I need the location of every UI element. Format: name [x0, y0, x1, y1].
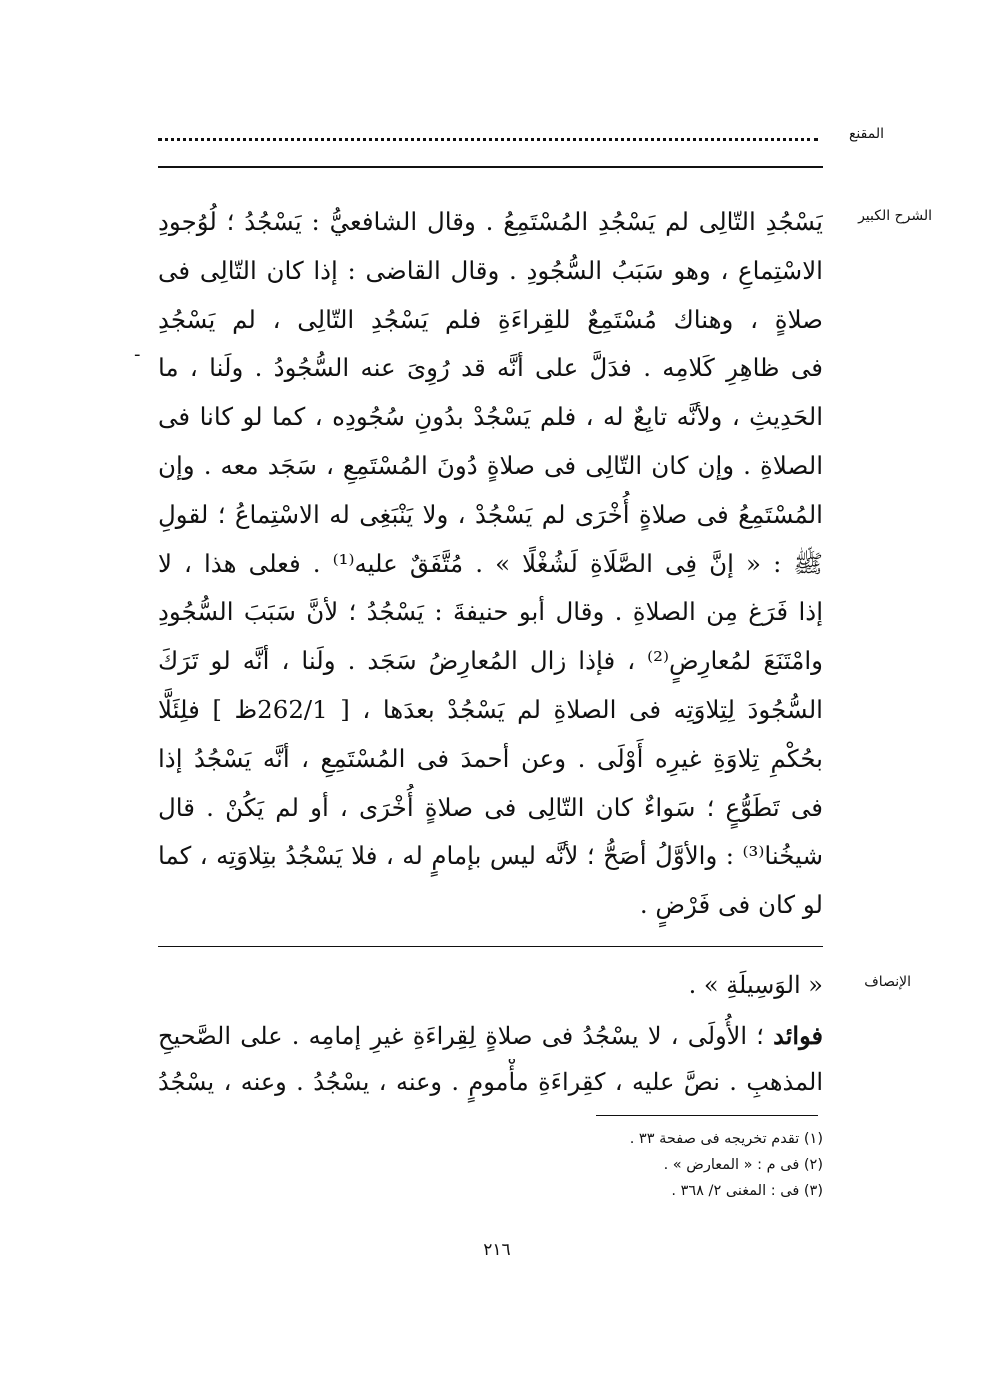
fawaid-heading: فوائد: [773, 1021, 823, 1050]
footnote-divider: [596, 1115, 818, 1116]
footnote-2: (٢) فى م : « المعارض » .: [663, 1157, 823, 1173]
header-dotted-line: [158, 124, 818, 141]
sharh-text-block: [158, 198, 823, 930]
text-line: ﷺ : « إنَّ فِى الصَّلَاةِ لَشُغْلًا » . مُتَّفَقٌ عليه⁽¹⁾ . فعلى هذا ، لا: [158, 548, 823, 578]
text-line: بحُكْمِ تِلاوَةِ غيرِه أَوْلَى . وعن أحمدَ فى المُسْتَمِعِ ، أنَّه يَسْجُدُ إذا: [158, 743, 823, 773]
text-line: الصلاةِ . وإن كان التّالِى فى صلاةٍ دُونَ المُسْتَمِعِ ، سَجَد معه . وإن: [158, 450, 823, 480]
running-header-title: المقنع: [848, 126, 884, 142]
insaf-text-block: [158, 1013, 823, 1105]
margin-label-sharh: الشرح الكبير: [858, 208, 932, 224]
text-line: شيخُنا⁽³⁾ : والأوَّلُ أصَحُّ ؛ لأنَّه ليس بإمامٍ له ، فلا يَسْجُدُ بتِلاوَتِه ، كما: [158, 841, 823, 871]
text-line: المُسْتَمِعُ فى صلاةٍ أُخْرَى لم يَسْجُدْ ، ولا يَنْبَغِى له الاسْتِماعُ ؛ لقولِ: [158, 499, 823, 529]
text-line: الاسْتِماعِ ، وهو سَبَبُ السُّجُودِ . وقال القاضى : إذا كان التّالِى فى: [158, 255, 823, 285]
section-divider: [158, 946, 823, 947]
text-line: المذهبِ . نصَّ عليه ، كقِراءَةِ مأْمومٍ . وعنه ، يسْجُدُ . وعنه ، يسْجُدُ: [158, 1068, 823, 1096]
footnotes: [630, 1126, 823, 1204]
text-line: لو كان فى فَرْضٍ .: [639, 890, 823, 920]
text-line: إذا فَرَغ مِن الصلاةِ . وقال أبو حنيفةَ : يَسْجُدُ ؛ لأنَّ سَبَبَ السُّجُودِ: [158, 597, 823, 627]
text-line: [158, 1013, 823, 1059]
footnote-1: (١) تقدم تخريجه فى صفحة ٣٣ .: [629, 1131, 823, 1147]
text-line: صلاةٍ ، وهناك مُسْتَمِعٌ للقِراءَةِ فلم يَسْجُدِ التّالِى ، لم يَسْجُدِ: [158, 304, 823, 334]
margin-dash-mark: -: [134, 344, 141, 365]
text-line: السُّجُودَ لِتِلاوَتِه فى الصلاةِ لم يَسْجُدْ بعدَها ، [ 262/1ظ ] فلِئَلَّا: [158, 694, 823, 724]
text-line-content: ؛ الأُولَى ، لا يسْجُدُ فى صلاةٍ لِقِراءَةِ غيرِ إمامِه . على الصَّحيحِ: [158, 1022, 764, 1050]
text-line: الحَدِيثِ ، ولأنَّه تابِعٌ له ، فلم يَسْجُدْ بدُونِ سُجُودِه ، كما لو كانا فى: [158, 402, 823, 432]
footnote-3: (٣) فى : المغنى ٢/ ٣٦٨ .: [671, 1183, 823, 1199]
text-line: وامْتَنَعَ لمُعارِضٍ⁽²⁾ ، فإذا زال المُعارِضُ سَجَد . ولَنا ، أنَّه لو تَرَكَ: [158, 646, 823, 676]
text-line: فى ظاهِرِ كَلامِه . فدَلَّ على أنَّه قد رُوِىَ عنه السُّجُودُ . ولَنا ، ما: [158, 353, 823, 383]
page-number: ٢١٦: [483, 1240, 511, 1260]
text-line: يَسْجُدِ التّالِى لم يَسْجُدِ المُسْتَمِعُ . وقال الشافعيُّ : يَسْجُدُ ؛ لُوُجودِ: [158, 207, 823, 236]
insaf-first-line: « الوَسِيلَةِ » .: [688, 971, 823, 999]
margin-label-insaf: الإنصاف: [864, 974, 911, 990]
text-line: فى تَطَوُّعٍ ؛ سَواءٌ كان التّالِى فى صلاةٍ أُخْرَى ، أو لم يَكُنْ . قال: [158, 792, 823, 822]
header-rule: [158, 166, 823, 168]
